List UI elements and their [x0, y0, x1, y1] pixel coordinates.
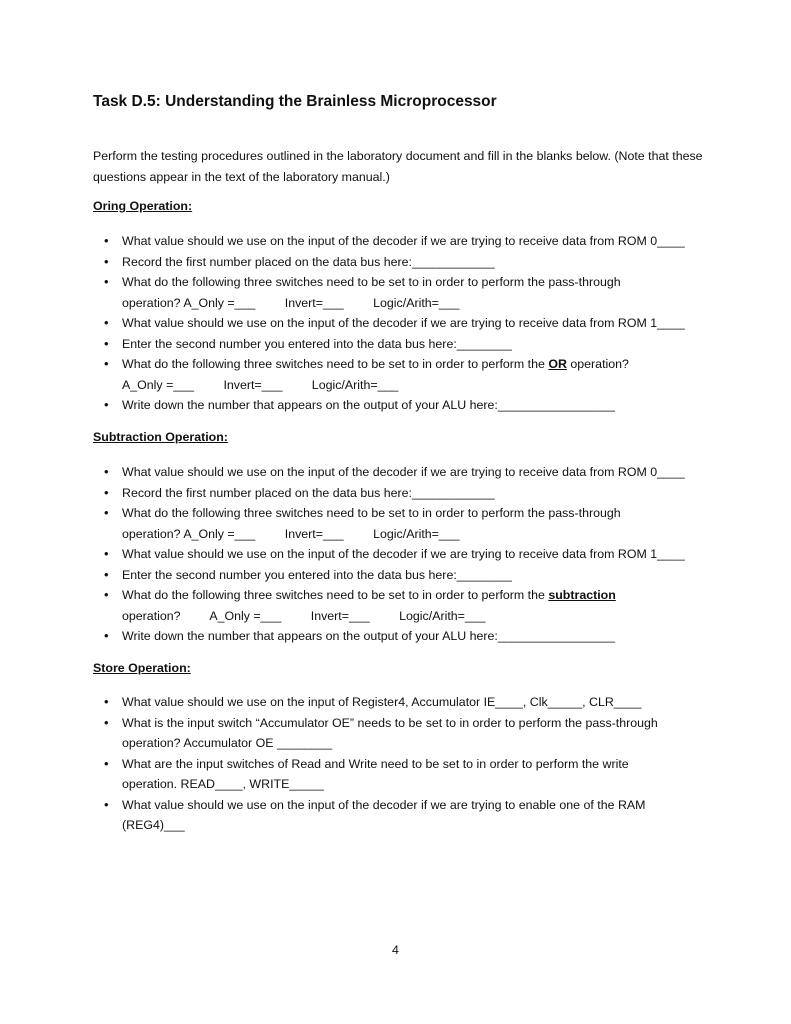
list-item [104, 503, 734, 544]
list-item [104, 313, 734, 334]
invert-blank: Invert=___ [310, 608, 370, 623]
item-text: Record the first number placed on the data bus here:____________ [122, 485, 495, 500]
emphasis-text: subtraction [548, 588, 616, 602]
item-text: operation? [122, 608, 181, 623]
item-text: Enter the second number you entered into the data bus here:________ [122, 567, 512, 582]
list-item [104, 483, 734, 504]
item-text: Record the first number placed on the data bus here:____________ [122, 254, 495, 269]
item-text: Write down the number that appears on the output of your ALU here:_________________ [122, 629, 615, 643]
list-item [104, 692, 734, 713]
store-heading: Store Operation: [93, 661, 191, 675]
item-text: Enter the second number you entered into the data bus here:________ [122, 336, 512, 351]
page-number: 4 [392, 943, 399, 957]
intro-paragraph: Perform the testing procedures outlined in the laboratory document and fill in the blanks below. (Note that these questions appear in the text of the laboratory manual.) [93, 149, 703, 184]
list-item [104, 585, 734, 626]
store-list [104, 692, 734, 836]
logic-arith-blank: Logic/Arith=___ [399, 608, 486, 623]
item-text: What value should we use on the input of the decoder if we are trying to receive data from ROM 1____ [122, 316, 685, 330]
list-item [104, 544, 734, 565]
item-text: What do the following three switches need to be set to in order to perform the [122, 357, 549, 371]
item-text: What value should we use on the input of the decoder if we are trying to receive data from ROM 0____ [122, 234, 685, 248]
a-only-blank: A_Only =___ [122, 377, 194, 392]
item-text: What value should we use on the input of the decoder if we are trying to receive data from ROM 0____ [122, 465, 685, 479]
invert-blank: Invert=___ [284, 526, 344, 541]
list-item [104, 395, 734, 416]
a-only-blank: operation? A_Only =___ [122, 295, 256, 310]
item-text: What do the following three switches need to be set to in order to perform the pass-through [122, 506, 621, 520]
invert-blank: Invert=___ [284, 295, 344, 310]
item-text: operation? Accumulator OE ________ [122, 736, 333, 750]
oring-list [104, 231, 734, 416]
list-item [104, 565, 734, 586]
item-text: What is the input switch “Accumulator OE” needs to be set to in order to perform the pass-through [122, 715, 658, 730]
list-item [104, 252, 734, 273]
subtraction-heading: Subtraction Operation: [93, 430, 228, 444]
a-only-blank: A_Only =___ [209, 608, 282, 623]
list-item [104, 795, 734, 836]
item-text: What value should we use on the input of Register4, Accumulator IE____, Clk_____, CLR____ [122, 695, 642, 709]
page-title: Task D.5: Understanding the Brainless Microprocessor [93, 93, 497, 110]
item-text: What do the following three switches need to be set to in order to perform the pass-through [122, 275, 621, 289]
logic-arith-blank: Logic/Arith=___ [373, 526, 460, 541]
list-item [104, 334, 734, 355]
item-text: Write down the number that appears on the output of your ALU here:_________________ [122, 398, 615, 412]
list-item [104, 754, 734, 795]
invert-blank: Invert=___ [223, 377, 283, 392]
emphasis-text: OR [548, 357, 567, 371]
item-text: (REG4)___ [122, 818, 185, 832]
logic-arith-blank: Logic/Arith=___ [311, 377, 399, 392]
list-item [104, 626, 734, 647]
list-item [104, 462, 734, 483]
item-text: operation? [566, 357, 629, 371]
item-text: What do the following three switches need to be set to in order to perform the [122, 588, 549, 602]
oring-heading: Oring Operation: [93, 199, 193, 213]
list-item [104, 713, 734, 754]
list-item [104, 354, 734, 395]
a-only-blank: operation? A_Only =___ [122, 526, 256, 541]
list-item [104, 231, 734, 252]
subtraction-list [104, 462, 734, 647]
logic-arith-blank: Logic/Arith=___ [373, 295, 460, 310]
item-text: operation. READ____, WRITE_____ [122, 777, 324, 791]
list-item [104, 272, 734, 313]
item-text: What are the input switches of Read and Write need to be set to in order to perform the write [122, 756, 629, 771]
item-text: What value should we use on the input of the decoder if we are trying to enable one of the RAM [122, 797, 646, 812]
item-text: What value should we use on the input of the decoder if we are trying to receive data from ROM 1____ [122, 547, 685, 561]
